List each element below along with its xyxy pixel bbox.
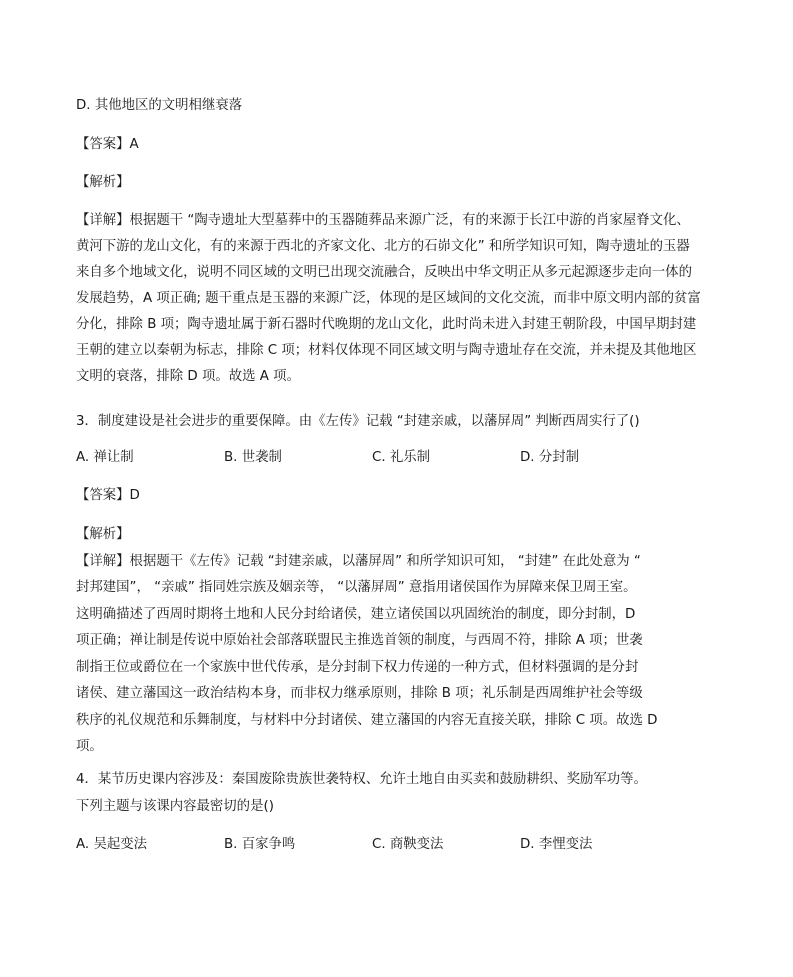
q3-detail-line: 项。: [76, 739, 103, 754]
q2-detail-line: 王朝的建立以秦朝为标志，排除 C 项；材料仅体现不同区域文明与陶寺遗址存在交流，并未提及其他地区: [76, 343, 697, 358]
q2-option-d: D. 其他地区的文明相继衰落: [76, 98, 243, 113]
q3-analysis-label: 【解析】: [76, 527, 130, 542]
q2-answer: 【答案】A: [76, 137, 139, 152]
q3-option-c: C. 礼乐制: [372, 450, 431, 465]
q4-option-c: C. 商鞅变法: [372, 837, 444, 852]
q3-option-d: D. 分封制: [520, 450, 579, 465]
q4-stem-line: 4．某节历史课内容涉及：秦国废除贵族世袭特权、允许土地自由买卖和鼓励耕织、奖励军功等。: [76, 772, 647, 787]
q3-detail-line: 这明确描述了西周时期将土地和人民分封给诸侯，建立诸侯国以巩固统治的制度，即分封制，D: [76, 607, 636, 622]
q3-option-a: A. 禅让制: [76, 450, 134, 465]
q3-detail-line: 秩序的礼仪规范和乐舞制度，与材料中分封诸侯、建立藩国的内容无直接关联，排除 C 项。故选 D: [76, 713, 658, 728]
q4-option-b: B. 百家争鸣: [224, 837, 296, 852]
q4-option-d: D. 李悝变法: [520, 837, 593, 852]
q3-detail-line: 封邦建国”， “亲戚” 指同姓宗族及姻亲等， “以藩屏周” 意指用诸侯国作为屏障来保卫周王室。: [76, 580, 637, 595]
q3-detail-line: 【详解】根据题干《左传》记载 “封建亲戚，以藩屏周” 和所学知识可知， “封建” 在此处意为 “: [76, 554, 641, 569]
q3-answer: 【答案】D: [76, 488, 140, 503]
q2-detail-line: 分化，排除 B 项；陶寺遗址属于新石器时代晚期的龙山文化，此时尚未进入封建王朝阶段，中国早期封建: [76, 317, 697, 332]
q3-option-b: B. 世袭制: [224, 450, 282, 465]
q2-detail-line: 发展趋势，A 项正确; 题干重点是玉器的来源广泛，体现的是区域间的文化交流，而非中原文明内部的贫富: [76, 291, 701, 306]
q4-stem-line: 下列主题与该课内容最密切的是(): [76, 799, 274, 814]
q4-option-a: A. 吴起变法: [76, 837, 147, 852]
q3-detail-line: 项正确；禅让制是传说中原始社会部落联盟民主推选首领的制度，与西周不符，排除 A 项；世袭: [76, 633, 643, 648]
q3-detail-line: 诸侯、建立藩国这一政治结构本身，而非权力继承原则，排除 B 项；礼乐制是西周维护社会等级: [76, 686, 643, 701]
q2-detail-line: 文明的衰落，排除 D 项。故选 A 项。: [76, 369, 300, 384]
q2-detail-line: 黄河下游的龙山文化，有的来源于西北的齐家文化、北方的石峁文化” 和所学知识可知，陶寺遗址的玉器: [76, 239, 690, 254]
q2-analysis-label: 【解析】: [76, 175, 130, 190]
q3-stem: 3．制度建设是社会进步的重要保障。由《左传》记载 “封建亲戚，以藩屏周” 判断西周实行了(): [76, 414, 640, 429]
q3-detail-line: 制指王位或爵位在一个家族中世代传承，是分封制下权力传递的一种方式，但材料强调的是分封: [76, 660, 639, 675]
q2-detail-line: 来自多个地域文化，说明不同区域的文明已出现交流融合，反映出中华文明正从多元起源逐步走向一体的: [76, 265, 692, 280]
q2-detail-line: 【详解】根据题干 “陶寺遗址大型墓葬中的玉器随葬品来源广泛，有的来源于长江中游的肖家屋脊文化、: [76, 213, 690, 228]
